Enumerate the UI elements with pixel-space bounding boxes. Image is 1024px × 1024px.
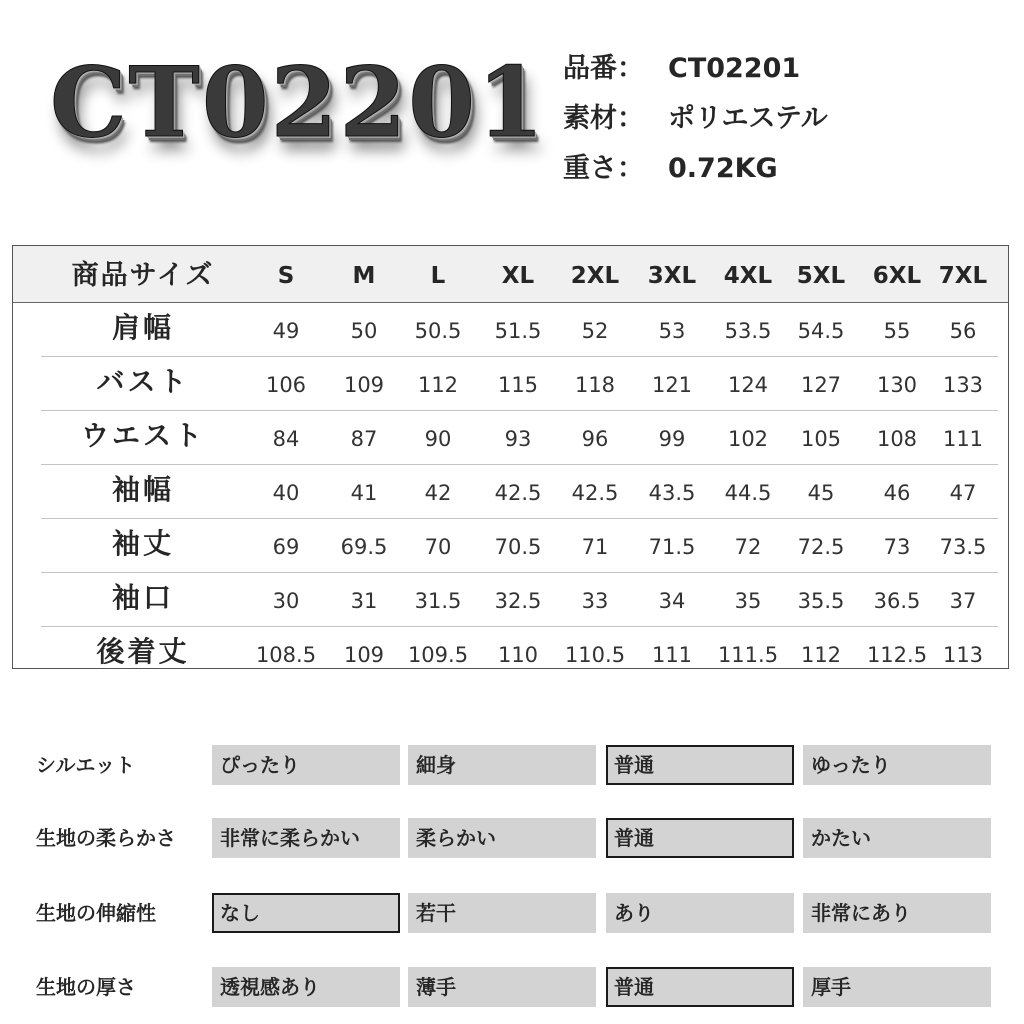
measurement-label: バスト xyxy=(96,365,190,398)
measurement-value: 33 xyxy=(581,589,609,613)
measurement-value: 52 xyxy=(581,319,609,343)
measurement-value: 70.5 xyxy=(494,535,542,559)
measurement-value: 108 xyxy=(876,427,918,451)
measurement-value: 118 xyxy=(574,373,616,397)
measurement-value: 113 xyxy=(942,643,984,667)
measurement-label: 肩幅 xyxy=(111,311,174,344)
spec-label: 品番： xyxy=(563,53,644,84)
attribute-option: 柔らかい xyxy=(408,818,596,858)
measurement-value: 71.5 xyxy=(648,535,696,559)
size-table xyxy=(12,245,1009,669)
measurement-value: 56 xyxy=(949,319,977,343)
measurement-value: 32.5 xyxy=(494,589,542,613)
measurement-value: 50.5 xyxy=(414,319,462,343)
measurement-label: 袖幅 xyxy=(111,473,174,506)
attribute-row xyxy=(0,745,1024,785)
size-column-header: 5XL xyxy=(796,263,846,289)
measurement-value: 130 xyxy=(876,373,918,397)
measurement-value: 87 xyxy=(350,427,378,451)
product-code-logo: CT02201 xyxy=(50,46,546,159)
measurement-value: 111 xyxy=(651,643,693,667)
attribute-option: 透視感あり xyxy=(212,967,400,1007)
measurement-value: 112 xyxy=(800,643,842,667)
measurement-value: 72.5 xyxy=(797,535,845,559)
attribute-option: かたい xyxy=(803,818,991,858)
measurement-value: 53 xyxy=(658,319,686,343)
measurement-value: 109 xyxy=(343,373,385,397)
attribute-label: 生地の厚さ xyxy=(36,975,136,999)
measurement-value: 99 xyxy=(658,427,686,451)
attribute-option: 非常にあり xyxy=(803,893,991,933)
attribute-option-selected: 普通 xyxy=(606,745,794,785)
attribute-option: 若干 xyxy=(408,893,596,933)
size-column-header: XL xyxy=(501,263,535,289)
table-row xyxy=(13,465,1008,519)
measurement-value: 31 xyxy=(350,589,378,613)
measurement-value: 84 xyxy=(272,427,300,451)
measurement-value: 96 xyxy=(581,427,609,451)
measurement-value: 42.5 xyxy=(494,481,542,505)
measurement-value: 42.5 xyxy=(571,481,619,505)
measurement-value: 71 xyxy=(581,535,609,559)
measurement-value: 127 xyxy=(800,373,842,397)
size-column-header: 2XL xyxy=(570,263,620,289)
measurement-value: 42 xyxy=(424,481,452,505)
spec-label: 重さ： xyxy=(563,153,644,184)
attribute-option: 細身 xyxy=(408,745,596,785)
attribute-option: あり xyxy=(606,893,794,933)
measurement-value: 124 xyxy=(727,373,769,397)
measurement-value: 30 xyxy=(272,589,300,613)
spec-item-code xyxy=(563,44,828,94)
measurement-value: 31.5 xyxy=(414,589,462,613)
measurement-label: 袖口 xyxy=(111,581,174,614)
table-header-row xyxy=(13,246,1008,303)
measurement-value: 54.5 xyxy=(797,319,845,343)
measurement-value: 36.5 xyxy=(873,589,921,613)
measurement-value: 53.5 xyxy=(724,319,772,343)
measurement-value: 109 xyxy=(343,643,385,667)
spec-value: 0.72KG xyxy=(668,153,778,184)
spec-value: ポリエステル xyxy=(668,103,828,134)
size-column-header: M xyxy=(352,263,376,289)
measurement-value: 108.5 xyxy=(255,643,317,667)
table-header-label: 商品サイズ xyxy=(71,260,215,291)
measurement-value: 93 xyxy=(504,427,532,451)
attribute-option: ぴったり xyxy=(212,745,400,785)
attribute-label: シルエット xyxy=(36,753,136,777)
measurement-value: 109.5 xyxy=(407,643,469,667)
measurement-value: 69.5 xyxy=(340,535,388,559)
spec-value: CT02201 xyxy=(668,53,801,84)
measurement-value: 70 xyxy=(424,535,452,559)
size-column-header: L xyxy=(430,263,446,289)
measurement-value: 112 xyxy=(417,373,459,397)
attribute-option: 薄手 xyxy=(408,967,596,1007)
attribute-label: 生地の柔らかさ xyxy=(36,826,176,850)
measurement-value: 102 xyxy=(727,427,769,451)
attribute-option-selected: なし xyxy=(212,893,400,933)
size-column-header: S xyxy=(277,263,295,289)
attribute-label: 生地の伸縮性 xyxy=(36,901,156,925)
attribute-option: 非常に柔らかい xyxy=(212,818,400,858)
measurement-value: 49 xyxy=(272,319,300,343)
attribute-row xyxy=(0,967,1024,1007)
size-column-header: 7XL xyxy=(938,263,988,289)
measurement-label: 後着丈 xyxy=(96,635,190,668)
measurement-value: 47 xyxy=(949,481,977,505)
measurement-value: 121 xyxy=(651,373,693,397)
measurement-value: 51.5 xyxy=(494,319,542,343)
measurement-value: 50 xyxy=(350,319,378,343)
measurement-value: 69 xyxy=(272,535,300,559)
size-column-header: 4XL xyxy=(723,263,773,289)
measurement-value: 40 xyxy=(272,481,300,505)
measurement-value: 110 xyxy=(497,643,539,667)
size-column-header: 3XL xyxy=(647,263,697,289)
measurement-label: ウエスト xyxy=(80,419,205,452)
table-row xyxy=(13,519,1008,573)
table-row xyxy=(13,573,1008,627)
measurement-value: 115 xyxy=(497,373,539,397)
table-row xyxy=(13,303,1008,357)
measurement-value: 111.5 xyxy=(717,643,779,667)
measurement-value: 111 xyxy=(942,427,984,451)
table-row xyxy=(13,627,1008,681)
measurement-value: 35.5 xyxy=(797,589,845,613)
measurement-value: 112.5 xyxy=(866,643,928,667)
spec-item-material xyxy=(563,94,828,144)
measurement-value: 106 xyxy=(265,373,307,397)
measurement-value: 44.5 xyxy=(724,481,772,505)
measurement-value: 73 xyxy=(883,535,911,559)
attribute-option-selected: 普通 xyxy=(606,967,794,1007)
measurement-value: 105 xyxy=(800,427,842,451)
measurement-value: 73.5 xyxy=(939,535,987,559)
table-row xyxy=(13,411,1008,465)
measurement-value: 34 xyxy=(658,589,686,613)
measurement-value: 45 xyxy=(807,481,835,505)
attribute-option: ゆったり xyxy=(803,745,991,785)
measurement-value: 43.5 xyxy=(648,481,696,505)
measurement-value: 72 xyxy=(734,535,762,559)
attribute-option-selected: 普通 xyxy=(606,818,794,858)
measurement-value: 41 xyxy=(350,481,378,505)
spec-label: 素材： xyxy=(563,103,644,134)
spec-item-weight xyxy=(563,144,828,194)
measurement-value: 35 xyxy=(734,589,762,613)
measurement-value: 110.5 xyxy=(564,643,626,667)
measurement-value: 37 xyxy=(949,589,977,613)
measurement-value: 46 xyxy=(883,481,911,505)
table-row xyxy=(13,357,1008,411)
measurement-value: 90 xyxy=(424,427,452,451)
measurement-value: 55 xyxy=(883,319,911,343)
attribute-row xyxy=(0,893,1024,933)
attribute-row xyxy=(0,818,1024,858)
product-specs xyxy=(563,44,828,194)
size-column-header: 6XL xyxy=(872,263,922,289)
attribute-option: 厚手 xyxy=(803,967,991,1007)
measurement-value: 133 xyxy=(942,373,984,397)
measurement-label: 袖丈 xyxy=(111,527,174,560)
